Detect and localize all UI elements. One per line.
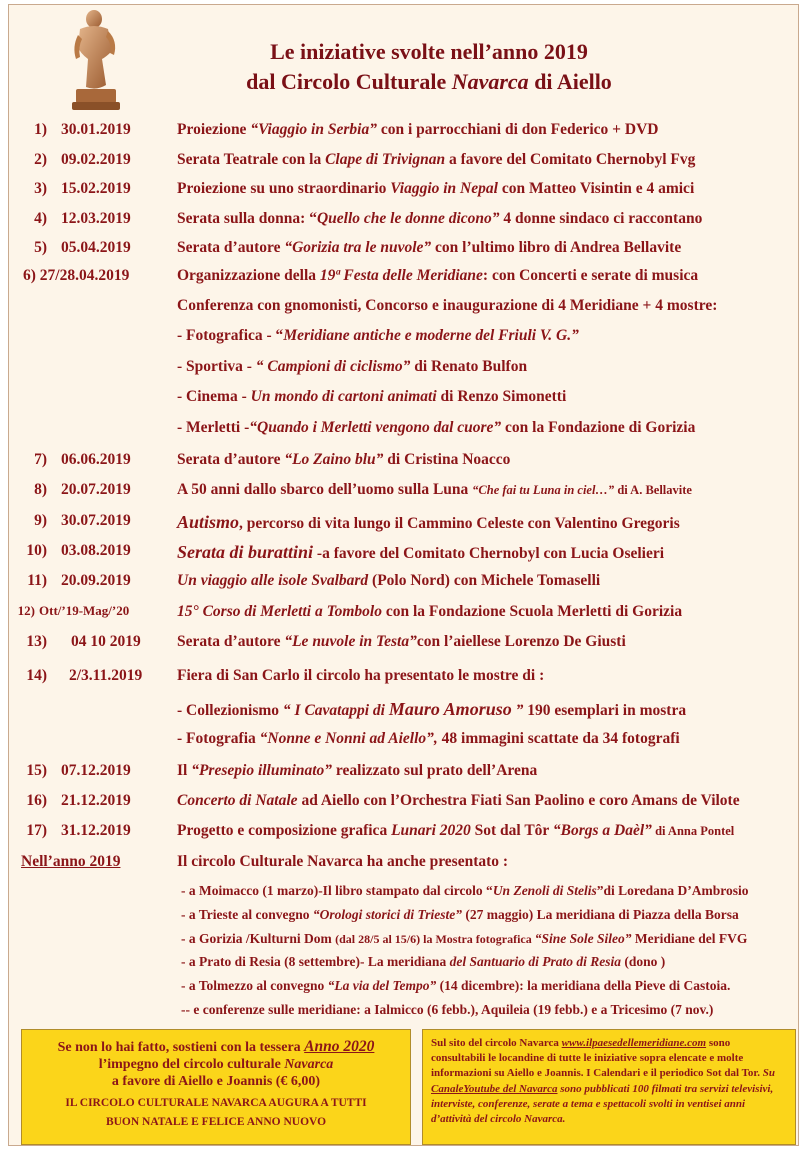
festa-line-1 — [177, 267, 698, 285]
event-date: 09.02.2019 — [61, 150, 131, 168]
text-part: Proiezione — [177, 121, 251, 138]
membership-line-3: a favore di Aiello e Joannis (€ 6,00) — [111, 1074, 321, 1089]
event-number: 7) — [34, 451, 47, 468]
event-date: 15.02.2019 — [61, 180, 131, 197]
text-part: - Fotografia — [177, 730, 260, 747]
event-number: 16) — [26, 792, 47, 809]
fiera-number: 14) — [26, 667, 47, 684]
text-part: Concerto di Natale — [177, 792, 298, 809]
text-part: - a Prato di Resia (8 settembre)- La meridiana — [181, 954, 450, 970]
text-part: Quello che le donne dicono” — [316, 209, 500, 227]
event-description — [177, 210, 702, 228]
text-part: Il — [177, 762, 192, 779]
text-part: Serata di burattini — [177, 541, 314, 562]
event-description — [177, 180, 694, 198]
text-part: (27 maggio) La meridiana di Piazza della Borsa — [461, 906, 739, 922]
event-description — [177, 542, 664, 563]
text-part: 4 donne sindaco ci raccontano — [499, 209, 703, 227]
text-part: con la Fondazione Scuola Merletti di Gorizia — [382, 602, 683, 620]
event-date: 30.07.2019 — [61, 511, 131, 529]
event-description — [177, 762, 537, 780]
text-part: 190 esemplari in mostra — [523, 702, 687, 719]
text-part: Serata sulla donna: “ — [177, 209, 317, 227]
text-part: - Fotografica - “ — [177, 327, 284, 344]
text-part: ad Aiello — [297, 792, 364, 809]
text-part: (Polo Nord) con Michele Tomaselli — [368, 572, 601, 590]
event-number: 13) — [26, 632, 47, 650]
event-number: 9) — [34, 511, 47, 529]
event-row — [9, 512, 798, 536]
text-part: Un Zenoli di Stelis — [492, 883, 597, 898]
text-part: “Nonne e Nonni ad Aiello”, — [259, 730, 438, 747]
fiera-date: 2/3.11.2019 — [69, 667, 143, 684]
greeting-line-1: IL CIRCOLO CULTURALE NAVARCA AUGURA A TUTTI — [65, 1097, 367, 1109]
text-part: 19ª Festa delle Meridiane — [319, 267, 483, 284]
event-row — [9, 451, 798, 475]
event-description — [177, 512, 680, 533]
event-row — [9, 603, 798, 627]
membership-box — [21, 1029, 411, 1145]
event-row — [9, 180, 798, 204]
sub-item — [177, 419, 695, 437]
text-part: ”di Loredana D’Ambrosio — [596, 883, 749, 898]
event-row — [9, 121, 798, 145]
text-part: : con Concerti e serate di musica — [482, 267, 699, 284]
site-link[interactable]: www.ilpaesedellemeridiane.com — [561, 1037, 707, 1049]
text-part: “Quando i Merletti vengono dal cuore” — [249, 418, 502, 436]
anno-row — [9, 853, 798, 877]
event-row — [9, 239, 798, 263]
text-part: (dono ) — [620, 954, 666, 970]
event-description — [177, 633, 626, 651]
text-part: di Renato Bulfon — [410, 357, 528, 375]
text-part: a favore del Comitato Chernobyl Fvg — [445, 150, 696, 168]
text-part: Organizzazione della — [177, 267, 320, 284]
text-part: “Presepio illuminato” — [191, 762, 333, 779]
text-part: 15° Corso di Merletti a Tombolo — [177, 602, 382, 620]
text-part: di Anna Pontel — [651, 824, 735, 838]
text-part: ” — [511, 702, 524, 719]
event-row — [9, 792, 798, 816]
event-date: 21.12.2019 — [61, 792, 131, 809]
event-date: 20.07.2019 — [61, 481, 131, 499]
text-part: “ Campioni di ciclismo” — [255, 357, 411, 375]
event-description — [177, 792, 740, 810]
event-row — [9, 542, 798, 566]
anno-item — [181, 978, 730, 994]
text-part: Un viaggio alle isole Svalbard — [177, 572, 369, 590]
text-part: Serata d’autore — [177, 451, 285, 468]
text-part: con la Fondazione di Gorizia — [501, 418, 696, 436]
anno-item — [181, 931, 747, 947]
sub-item — [177, 327, 579, 345]
text-part: (dal 28/5 al 15/6) la Mostra fotografica — [335, 931, 535, 946]
text-part: del Santuario di Prato di Resia — [449, 954, 621, 970]
anno-label: Nell’anno 2019 — [21, 853, 121, 870]
event-description — [177, 481, 692, 499]
text-part: di A. Bellavite — [614, 483, 692, 498]
event-number: 5) — [34, 239, 47, 256]
event-row — [9, 210, 798, 234]
event-description — [177, 822, 734, 840]
text-part: “Sine Sole Sileo” — [534, 930, 632, 946]
anno-item — [181, 1002, 713, 1018]
text-part: con Matteo Visintin e 4 amici — [497, 180, 695, 197]
text-part: Viaggio in Nepal — [390, 180, 498, 197]
event-number: 4) — [34, 209, 47, 227]
text-part: Autismo — [177, 511, 240, 532]
text-part: Serata d’autore — [177, 632, 285, 650]
text-part: , percorso di vita lungo il Cammino Celeste con Valentino Gregoris — [239, 514, 680, 532]
text-part: con l’aiellese Lorenzo De Giusti — [416, 632, 626, 650]
event-date: 03.08.2019 — [61, 541, 131, 559]
text-part: di Renzo Simonetti — [436, 388, 567, 405]
anno-item — [181, 954, 665, 970]
sub-item — [177, 699, 686, 720]
event-row — [9, 572, 798, 596]
festa-line-2: Conferenza con gnomonisti, Concorso e inaugurazione di 4 Meridiane + 4 mostre: — [177, 297, 718, 314]
text-part: A 50 anni dallo sbarco dell’uomo sulla Luna — [177, 481, 473, 499]
event-date: 20.09.2019 — [61, 572, 131, 590]
sub-item — [177, 730, 680, 748]
event-date: 04 10 2019 — [71, 632, 141, 650]
text-part: Un mondo di cartoni animati — [250, 388, 437, 405]
anno-line: Il circolo Culturale Navarca ha anche presentato : — [177, 853, 509, 870]
anno-item — [181, 907, 739, 923]
event-description — [177, 239, 681, 257]
text-part: “Orologi storici di Trieste” — [312, 906, 462, 922]
text-part: “Che fai tu Luna in ciel…” — [472, 483, 615, 498]
text-part: Clape di Trivignan — [325, 150, 446, 168]
event-date: 05.04.2019 — [61, 239, 131, 256]
text-part: “Le nuvole in Testa” — [284, 632, 417, 650]
fiera-row — [9, 667, 798, 691]
membership-line-2: l’impegno del circolo culturale Navarca — [98, 1057, 334, 1072]
sub-item — [177, 358, 527, 376]
text-part: Meridiane antiche e moderne del Friuli V. G.” — [283, 327, 579, 344]
text-part: realizzato sul prato dell’Arena — [332, 762, 538, 779]
event-row — [9, 633, 798, 657]
text-part: Sot dal Tôr — [470, 822, 553, 839]
text-part: 48 immagini scattate da 34 fotografi — [437, 730, 680, 747]
event-date: 31.12.2019 — [61, 822, 131, 839]
event-date: 06.06.2019 — [61, 451, 131, 468]
flyer-page — [8, 4, 799, 1146]
festa-date: 6) 27/28.04.2019 — [23, 267, 130, 284]
text-part: Serata Teatrale con la — [177, 150, 326, 168]
text-part: “Gorizia tra le nuvole” — [284, 239, 432, 256]
info-box: Sul sito del circolo Navarca www.ilpaesedellemeridiane.com sono consultabili le locandine di tutte le iniziative sopra elencate e molte informazioni su Aiello e Joannis. I Calendari e il periodico Sot dal Tor. Su CanaleYoutube del Navarca sono pubblicati 100 filmati tra servizi televisivi, interviste, conferenze, serate a tema e spettacoli svolti in ventisei anni d’attività del circolo Navarca. — [422, 1029, 796, 1145]
event-row — [9, 481, 798, 505]
title-line-2: dal Circolo Culturale Navarca di Aiello — [246, 69, 612, 94]
event-description — [177, 572, 600, 590]
title-line-1: Le iniziative svolte nell’anno 2019 — [270, 39, 588, 64]
text-part: Meridiane del FVG — [631, 930, 748, 946]
text-part: “Viaggio in Serbia” — [250, 121, 377, 138]
text-part: - Cinema - — [177, 388, 251, 405]
text-part: - a Tolmezzo al convegno — [181, 978, 328, 994]
event-date: 30.01.2019 — [61, 121, 131, 138]
text-part: - Merletti - — [177, 418, 250, 436]
text-part: con l’Orchestra Fiati San Paolino e coro Amans de Vilote — [363, 792, 740, 809]
event-number: 11) — [27, 572, 47, 590]
event-row — [9, 822, 798, 846]
event-date: 07.12.2019 — [61, 762, 131, 779]
text-part: “Borgs a Daèl” — [552, 822, 652, 839]
event-row — [9, 762, 798, 786]
text-part: - a Moimacco (1 marzo)-Il libro stampato dal circolo “ — [181, 883, 493, 898]
event-description — [177, 603, 682, 621]
event-row — [9, 151, 798, 175]
greeting-line-2: BUON NATALE E FELICE ANNO NUOVO — [105, 1116, 327, 1128]
event-number: 15) — [26, 762, 47, 779]
text-part: Progetto e composizione grafica — [177, 822, 392, 839]
text-part: - a Gorizia /Kulturni Dom — [181, 930, 336, 946]
event-number: 10) — [26, 541, 47, 559]
text-part: - Sportiva - — [177, 357, 256, 375]
text-part: con i parrocchiani di don Federico + DVD — [376, 121, 659, 138]
text-part: “La via del Tempo” — [327, 978, 437, 994]
membership-line-1: Se non lo hai fatto, sostieni con la tessera Anno 2020 — [57, 1038, 375, 1055]
text-part: (14 dicembre): la meridiana della Pieve di Castoia. — [436, 978, 731, 994]
text-part: Lunari 2020 — [391, 822, 471, 839]
sub-item — [177, 388, 566, 406]
text-part: -a favore del Comitato Chernobyl con Lucia Oselieri — [313, 544, 665, 562]
event-date: Ott/’19-Mag/’20 — [39, 602, 130, 618]
text-part: con l’ultimo libro di Andrea Bellavite — [431, 239, 682, 256]
youtube-link[interactable]: CanaleYoutube del Navarca — [431, 1082, 558, 1095]
fiera-line: Fiera di San Carlo il circolo ha presentato le mostre di : — [177, 667, 545, 684]
event-date: 12.03.2019 — [61, 209, 131, 227]
anno-item — [181, 883, 748, 899]
text-part: “Lo Zaino blu” — [284, 451, 384, 468]
event-number: 8) — [34, 481, 47, 499]
text-part: -- e conferenze sulle meridiane: a Ialmicco (6 febb.), Aquileia (19 febb.) e a Tricesimo (7 nov.) — [181, 1002, 714, 1017]
festa-line-2-row — [9, 297, 798, 321]
event-number: 3) — [34, 180, 47, 197]
text-part: Proiezione su uno straordinario — [177, 180, 391, 197]
event-number: 17) — [26, 822, 47, 839]
event-number: 12) — [17, 602, 35, 618]
statue-icon — [66, 7, 126, 111]
text-part: Serata d’autore — [177, 239, 285, 256]
text-part: Mauro Amoruso — [388, 699, 512, 719]
event-description — [177, 151, 695, 169]
festa-row — [9, 267, 798, 291]
event-number: 1) — [34, 121, 47, 138]
text-part: di Cristina Noacco — [383, 451, 511, 468]
text-part: - a Trieste al convegno — [181, 906, 313, 922]
event-number: 2) — [34, 150, 47, 168]
event-description — [177, 451, 510, 469]
event-description — [177, 121, 658, 139]
text-part: - Collezionismo — [177, 702, 283, 719]
text-part: “ I Cavatappi di — [282, 702, 389, 719]
